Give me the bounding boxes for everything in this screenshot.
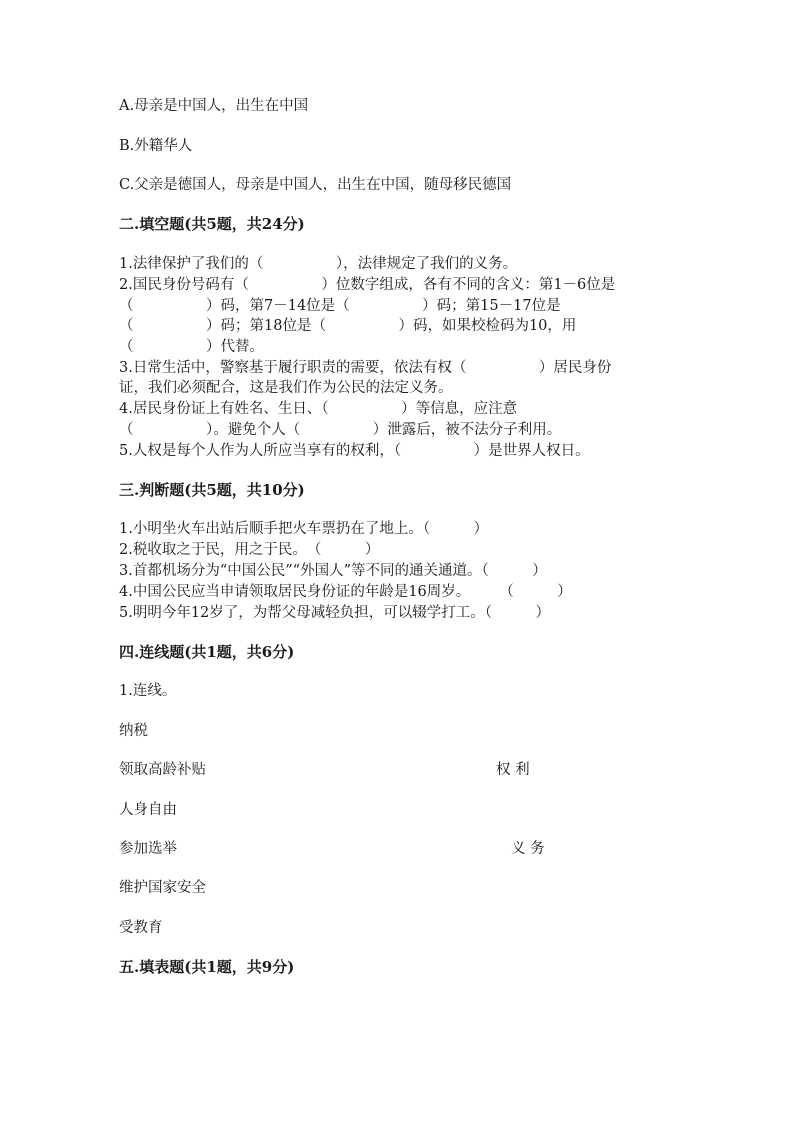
- fill-line-1: 1.法律保护了我们的（ ），法律规定了我们的义务。: [119, 256, 518, 272]
- section-5-title: 五.填表题(共1题，共9分): [119, 958, 295, 976]
- judge-line-4: 4.中国公民应当申请领取居民身份证的年龄是16周岁。 （ ）: [119, 584, 572, 600]
- matching-instruction: 1.连线。: [119, 683, 177, 699]
- judge-line-2: 2.税收取之于民，用之于民。 （ ）: [119, 542, 380, 558]
- judge-line-3: 3.首都机场分为“中国公民”“外国人”等不同的通关通道。（ ）: [119, 563, 547, 579]
- matching-left-item: 受教育: [119, 920, 163, 936]
- matching-left-item: 领取高龄补贴: [119, 762, 206, 778]
- choice-option-c: C.父亲是德国人，母亲是中国人，出生在中国，随母移民德国: [119, 177, 512, 193]
- section-3-title: 三.判断题(共5题，共10分): [119, 481, 305, 499]
- fill-line-7: 证，我们必须配合，这是我们作为公民的法定义务。: [119, 380, 453, 396]
- judge-line-1: 1.小明坐火车出站后顺手把火车票扔在了地上。（ ）: [119, 521, 489, 537]
- fill-line-5: （ ）代替。: [119, 339, 264, 355]
- choice-option-a: A.母亲是中国人，出生在中国: [119, 98, 309, 114]
- section-2-title: 二.填空题(共5题，共24分): [119, 215, 305, 233]
- fill-line-2: 2.国民身份号码有（ ）位数字组成，各有不同的含义：第1－6位是: [119, 277, 616, 293]
- judge-line-5: 5.明明今年12岁了，为帮父母减轻负担，可以辍学打工。（ ）: [119, 605, 551, 621]
- fill-line-4: （ ）码；第18位是（ ）码，如果校检码为10，用: [119, 318, 577, 334]
- matching-right-item-duties: 义 务: [511, 841, 545, 857]
- section-4-title: 四.连线题(共1题，共6分): [119, 643, 295, 661]
- fill-line-3: （ ）码，第7－14位是（ ）码；第15－17位是: [119, 298, 561, 314]
- matching-right-item-rights: 权 利: [496, 762, 530, 778]
- choice-option-b: B.外籍华人: [119, 138, 193, 154]
- matching-left-item: 纳税: [119, 723, 148, 739]
- fill-line-6: 3.日常生活中，警察基于履行职责的需要，依法有权（ ）居民身份: [119, 360, 612, 376]
- matching-left-item: 人身自由: [119, 802, 177, 818]
- fill-line-10: 5.人权是每个人作为人所应当享有的权利，（ ）是世界人权日。: [119, 443, 590, 459]
- fill-line-8: 4.居民身份证上有姓名、生日、（ ）等信息，应注意: [119, 401, 518, 417]
- matching-left-item: 维护国家安全: [119, 880, 206, 896]
- fill-line-9: （ ）。避免个人（ ）泄露后，被不法分子利用。: [119, 422, 562, 438]
- matching-left-item: 参加选举: [119, 841, 177, 857]
